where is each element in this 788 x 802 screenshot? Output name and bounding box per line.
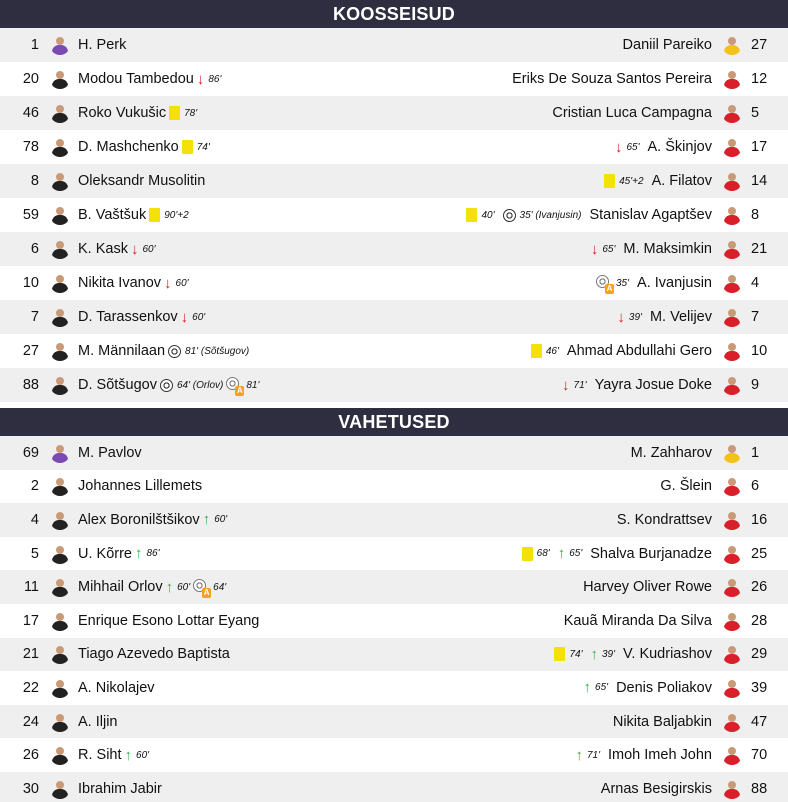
player-avatar bbox=[50, 745, 70, 765]
away-player-name[interactable]: Harvey Oliver Rowe bbox=[583, 579, 712, 596]
substitution-on-icon: ↑ bbox=[575, 746, 583, 764]
assist-icon: A bbox=[596, 275, 612, 291]
away-player-name[interactable]: Stanislav Agaptšev bbox=[589, 207, 712, 223]
player-row bbox=[0, 334, 788, 368]
yellow-card-icon bbox=[149, 208, 160, 222]
home-shirt-number: 5 bbox=[30, 545, 39, 562]
home-player-name[interactable]: D. Tarassenkov bbox=[78, 309, 178, 325]
player-avatar bbox=[50, 678, 70, 698]
substitution-off-icon: ↓ bbox=[590, 240, 599, 258]
home-player-name[interactable]: A. Iljin bbox=[78, 713, 118, 730]
away-player[interactable] bbox=[394, 544, 788, 564]
event-time: 35' bbox=[615, 277, 630, 289]
away-player[interactable] bbox=[394, 712, 788, 732]
substitution-on-icon: ↑ bbox=[165, 578, 174, 596]
home-player[interactable] bbox=[0, 273, 394, 293]
substitution-off-icon: ↓ bbox=[614, 138, 623, 156]
substitution-off-icon: ↓ bbox=[164, 274, 172, 292]
away-shirt-number: 70 bbox=[751, 747, 768, 764]
home-shirt-number: 88 bbox=[22, 377, 39, 393]
player-avatar bbox=[722, 171, 742, 191]
home-shirt-number: 24 bbox=[22, 713, 39, 730]
player-avatar bbox=[722, 443, 742, 463]
away-shirt-number: 39 bbox=[751, 679, 768, 696]
event-time: 86' bbox=[208, 73, 222, 85]
player-avatar bbox=[722, 611, 742, 631]
away-player[interactable] bbox=[394, 307, 788, 327]
player-avatar bbox=[722, 678, 742, 698]
away-player[interactable] bbox=[394, 779, 788, 799]
player-avatar bbox=[722, 307, 742, 327]
home-shirt-number: 20 bbox=[22, 71, 39, 87]
player-avatar bbox=[722, 273, 742, 293]
away-player[interactable] bbox=[394, 644, 788, 664]
event-assist bbox=[226, 377, 259, 393]
home-player-name[interactable]: H. Perk bbox=[78, 37, 127, 53]
event-time: 65' bbox=[626, 141, 640, 153]
player-row bbox=[0, 62, 788, 96]
home-player-name[interactable]: Nikita Ivanov bbox=[78, 275, 162, 291]
away-player-name[interactable]: Daniil Pareiko bbox=[622, 37, 712, 53]
player-avatar bbox=[722, 239, 742, 259]
home-player-name[interactable]: B. Vaštšuk bbox=[78, 207, 147, 223]
player-row bbox=[0, 198, 788, 232]
player-avatar bbox=[50, 273, 70, 293]
home-player[interactable] bbox=[0, 307, 394, 327]
player-avatar bbox=[722, 510, 742, 530]
event-card bbox=[182, 140, 210, 154]
player-avatar bbox=[50, 69, 70, 89]
player-avatar bbox=[50, 577, 70, 597]
home-player[interactable] bbox=[0, 171, 394, 191]
subs-header bbox=[0, 408, 788, 436]
home-shirt-number: 8 bbox=[30, 173, 39, 189]
home-shirt-number: 6 bbox=[30, 241, 39, 257]
home-player[interactable] bbox=[0, 443, 394, 463]
yellow-card-icon bbox=[522, 547, 533, 561]
away-player[interactable] bbox=[394, 611, 788, 631]
event-card bbox=[466, 208, 494, 222]
away-shirt-number: 27 bbox=[751, 37, 768, 53]
lineups-table bbox=[0, 28, 788, 402]
home-shirt-number: 7 bbox=[30, 309, 39, 325]
player-avatar bbox=[50, 375, 70, 395]
yellow-card-icon bbox=[554, 647, 565, 661]
event-time: 65' bbox=[569, 548, 583, 560]
away-player-name[interactable]: V. Kudriashov bbox=[623, 646, 712, 663]
away-player[interactable] bbox=[394, 171, 788, 191]
player-row bbox=[0, 368, 788, 402]
event-card bbox=[522, 547, 550, 561]
event-time: 60' bbox=[136, 749, 150, 761]
event-down bbox=[197, 72, 222, 87]
lineups-title: KOOSSEISUD bbox=[332, 3, 456, 24]
away-player[interactable] bbox=[394, 476, 788, 496]
home-player[interactable] bbox=[0, 678, 394, 698]
home-shirt-number: 78 bbox=[22, 139, 39, 155]
player-avatar bbox=[722, 779, 742, 799]
event-time: 64' bbox=[213, 581, 227, 593]
home-shirt-number: 1 bbox=[30, 37, 39, 53]
home-player[interactable] bbox=[0, 544, 394, 564]
event-time: 81' bbox=[246, 379, 260, 391]
event-time: 39' bbox=[628, 311, 642, 323]
away-player[interactable] bbox=[394, 137, 788, 157]
away-player-name[interactable]: S. Kondrattsev bbox=[616, 511, 712, 528]
substitution-on-icon: ↑ bbox=[202, 511, 211, 529]
away-shirt-number: 21 bbox=[751, 241, 768, 257]
player-row bbox=[0, 436, 788, 470]
event-time: 40' bbox=[481, 209, 495, 221]
away-player[interactable] bbox=[394, 745, 788, 765]
event-goal bbox=[160, 379, 223, 392]
away-player[interactable] bbox=[394, 375, 788, 395]
away-player-name[interactable]: Shalva Burjanadze bbox=[590, 545, 712, 562]
player-avatar bbox=[50, 35, 70, 55]
player-row bbox=[0, 28, 788, 62]
player-avatar bbox=[722, 205, 742, 225]
home-player[interactable] bbox=[0, 341, 394, 361]
away-player[interactable] bbox=[394, 205, 788, 225]
away-player[interactable] bbox=[394, 69, 788, 89]
yellow-card-icon bbox=[169, 106, 180, 120]
subs-section bbox=[0, 408, 788, 802]
away-player-name[interactable]: A. Ivanjusin bbox=[637, 275, 712, 291]
event-assist bbox=[596, 275, 629, 291]
event-goal bbox=[168, 345, 249, 358]
event-up bbox=[203, 512, 228, 527]
player-avatar bbox=[50, 137, 70, 157]
event-time: 68' bbox=[536, 548, 550, 560]
player-avatar bbox=[722, 745, 742, 765]
event-time: 78' bbox=[184, 107, 198, 119]
away-player[interactable] bbox=[394, 678, 788, 698]
event-time: 71' bbox=[586, 749, 601, 761]
player-avatar bbox=[722, 476, 742, 496]
home-player[interactable] bbox=[0, 577, 394, 597]
player-avatar bbox=[50, 443, 70, 463]
home-player[interactable] bbox=[0, 69, 394, 89]
event-time: 60' bbox=[142, 243, 156, 255]
player-row bbox=[0, 130, 788, 164]
lineups-header bbox=[0, 0, 788, 28]
player-avatar bbox=[722, 712, 742, 732]
away-shirt-number: 8 bbox=[751, 207, 760, 223]
home-player[interactable] bbox=[0, 476, 394, 496]
player-avatar bbox=[50, 544, 70, 564]
event-up bbox=[125, 748, 150, 763]
home-player-name[interactable]: Ibrahim Jabir bbox=[78, 780, 162, 797]
player-row bbox=[0, 705, 788, 739]
player-avatar bbox=[50, 476, 70, 496]
away-player-name[interactable]: A. Filatov bbox=[651, 173, 712, 189]
player-avatar bbox=[722, 644, 742, 664]
home-player-name[interactable]: Alex Boronilštšikov bbox=[78, 511, 200, 528]
player-avatar bbox=[50, 205, 70, 225]
assist-icon: A bbox=[193, 579, 209, 595]
home-shirt-number: 27 bbox=[22, 343, 39, 359]
event-time: 81' (Sõtšugov) bbox=[185, 345, 250, 357]
player-avatar bbox=[722, 103, 742, 123]
away-shirt-number: 7 bbox=[751, 309, 760, 325]
home-shirt-number: 11 bbox=[23, 579, 39, 596]
event-card bbox=[604, 174, 643, 188]
away-player-name[interactable]: M. Velijev bbox=[649, 309, 712, 325]
home-player-name[interactable]: Tiago Azevedo Baptista bbox=[78, 646, 230, 663]
home-shirt-number: 22 bbox=[22, 679, 39, 696]
player-row bbox=[0, 232, 788, 266]
home-player-name[interactable]: A. Nikolajev bbox=[78, 679, 155, 696]
home-player[interactable] bbox=[0, 644, 394, 664]
event-up bbox=[584, 680, 609, 695]
home-player-name[interactable]: D. Sõtšugov bbox=[78, 377, 157, 393]
player-row bbox=[0, 266, 788, 300]
home-player[interactable] bbox=[0, 35, 394, 55]
home-shirt-number: 69 bbox=[22, 444, 39, 461]
event-up bbox=[135, 546, 160, 561]
home-shirt-number: 30 bbox=[22, 780, 39, 797]
away-player[interactable] bbox=[394, 273, 788, 293]
player-avatar bbox=[50, 779, 70, 799]
player-row bbox=[0, 96, 788, 130]
home-shirt-number: 2 bbox=[30, 478, 39, 495]
player-avatar bbox=[722, 341, 742, 361]
home-shirt-number: 59 bbox=[22, 207, 39, 223]
away-shirt-number: 4 bbox=[751, 275, 760, 291]
away-player[interactable] bbox=[394, 35, 788, 55]
home-player[interactable] bbox=[0, 611, 394, 631]
event-up bbox=[575, 748, 600, 763]
home-player-name[interactable]: U. Kõrre bbox=[78, 545, 132, 562]
event-time: 74' bbox=[196, 141, 210, 153]
yellow-card-icon bbox=[604, 174, 615, 188]
substitution-on-icon: ↑ bbox=[135, 545, 143, 563]
substitution-on-icon: ↑ bbox=[590, 645, 598, 663]
event-time: 65' bbox=[595, 682, 609, 694]
home-player[interactable] bbox=[0, 239, 394, 259]
player-avatar bbox=[50, 239, 70, 259]
player-avatar bbox=[50, 307, 70, 327]
event-time: 74' bbox=[569, 648, 583, 660]
player-avatar bbox=[722, 35, 742, 55]
player-row bbox=[0, 604, 788, 638]
home-shirt-number: 26 bbox=[22, 747, 39, 764]
substitution-off-icon: ↓ bbox=[196, 70, 205, 88]
player-avatar bbox=[722, 577, 742, 597]
yellow-card-icon bbox=[531, 344, 542, 358]
home-shirt-number: 17 bbox=[22, 612, 39, 629]
event-down bbox=[181, 310, 206, 325]
away-player-name[interactable]: G. Šlein bbox=[660, 478, 712, 495]
event-time: 71' bbox=[573, 379, 587, 391]
event-up bbox=[591, 647, 616, 662]
event-time: 86' bbox=[146, 548, 160, 560]
player-row bbox=[0, 503, 788, 537]
away-shirt-number: 5 bbox=[751, 105, 760, 121]
away-shirt-number: 25 bbox=[751, 545, 768, 562]
player-avatar bbox=[50, 611, 70, 631]
away-shirt-number: 9 bbox=[751, 377, 760, 393]
player-avatar bbox=[50, 341, 70, 361]
away-player-name[interactable]: M. Maksimkin bbox=[623, 241, 712, 257]
player-avatar bbox=[50, 644, 70, 664]
away-player[interactable] bbox=[394, 341, 788, 361]
away-player-name[interactable]: Kauã Miranda Da Silva bbox=[563, 612, 712, 629]
event-card bbox=[169, 106, 197, 120]
home-player-name[interactable]: D. Mashchenko bbox=[78, 139, 179, 155]
event-time: 39' bbox=[602, 648, 616, 660]
home-player-name[interactable]: Mihhail Orlov bbox=[78, 579, 163, 596]
player-row bbox=[0, 300, 788, 334]
away-shirt-number: 6 bbox=[751, 478, 760, 495]
away-player-name[interactable]: M. Zahharov bbox=[630, 444, 712, 461]
substitution-off-icon: ↓ bbox=[562, 376, 570, 394]
subs-title: VAHETUSED bbox=[338, 411, 450, 432]
away-shirt-number: 47 bbox=[751, 713, 768, 730]
player-avatar bbox=[722, 544, 742, 564]
player-avatar bbox=[50, 510, 70, 530]
event-up bbox=[558, 546, 583, 561]
home-player[interactable] bbox=[0, 375, 394, 395]
home-shirt-number: 21 bbox=[22, 646, 39, 663]
home-player[interactable] bbox=[0, 510, 394, 530]
away-player-name[interactable]: Cristian Luca Campagna bbox=[552, 105, 712, 121]
away-shirt-number: 14 bbox=[751, 173, 768, 189]
away-player-name[interactable]: Denis Poliakov bbox=[616, 679, 712, 696]
away-shirt-number: 88 bbox=[751, 780, 768, 797]
substitution-on-icon: ↑ bbox=[124, 746, 133, 764]
event-card bbox=[149, 208, 188, 222]
away-shirt-number: 17 bbox=[751, 139, 768, 155]
home-player-name[interactable]: Modou Tambedou bbox=[78, 71, 194, 87]
player-avatar bbox=[50, 171, 70, 191]
home-player-name[interactable]: Enrique Esono Lottar Eyang bbox=[78, 612, 260, 629]
player-row bbox=[0, 738, 788, 772]
home-player[interactable] bbox=[0, 745, 394, 765]
away-player[interactable] bbox=[394, 443, 788, 463]
away-shirt-number: 16 bbox=[751, 511, 768, 528]
player-avatar bbox=[722, 69, 742, 89]
event-assist bbox=[193, 579, 227, 598]
substitution-off-icon: ↓ bbox=[180, 308, 189, 326]
away-player-name[interactable]: Eriks De Souza Santos Pereira bbox=[512, 71, 712, 87]
away-player-name[interactable]: Imoh Imeh John bbox=[608, 747, 712, 764]
away-shirt-number: 12 bbox=[751, 71, 768, 87]
player-row bbox=[0, 671, 788, 705]
event-down bbox=[591, 242, 616, 257]
substitution-off-icon: ↓ bbox=[617, 308, 625, 326]
player-row bbox=[0, 638, 788, 672]
player-row bbox=[0, 470, 788, 504]
away-player[interactable] bbox=[394, 239, 788, 259]
event-time: 60' bbox=[177, 581, 191, 593]
goal-icon bbox=[503, 209, 516, 222]
subs-table bbox=[0, 436, 788, 802]
home-player-name[interactable]: K. Kask bbox=[78, 241, 128, 257]
home-player-name[interactable]: Johannes Lillemets bbox=[78, 478, 203, 495]
yellow-card-icon bbox=[182, 140, 193, 154]
event-card bbox=[531, 344, 559, 358]
event-time: 65' bbox=[602, 243, 616, 255]
home-shirt-number: 4 bbox=[30, 511, 39, 528]
event-time: 60' bbox=[175, 277, 189, 289]
event-time: 45'+2 bbox=[619, 175, 644, 187]
away-shirt-number: 28 bbox=[751, 612, 768, 629]
event-down bbox=[562, 378, 587, 393]
substitution-on-icon: ↑ bbox=[583, 679, 592, 697]
event-up bbox=[166, 580, 191, 595]
home-player[interactable] bbox=[0, 103, 394, 123]
player-avatar bbox=[722, 137, 742, 157]
home-player-name[interactable]: Roko Vukušic bbox=[78, 105, 167, 121]
event-card bbox=[554, 647, 582, 661]
player-row bbox=[0, 570, 788, 604]
away-shirt-number: 1 bbox=[751, 444, 760, 461]
player-avatar bbox=[722, 375, 742, 395]
away-player-name[interactable]: Ahmad Abdullahi Gero bbox=[566, 343, 712, 359]
substitution-on-icon: ↑ bbox=[557, 545, 566, 563]
away-player-name[interactable]: A. Škinjov bbox=[647, 139, 712, 155]
away-player[interactable] bbox=[394, 577, 788, 597]
home-player[interactable] bbox=[0, 779, 394, 799]
event-time: 60' bbox=[192, 311, 206, 323]
home-player-name[interactable]: M. Pavlov bbox=[78, 444, 142, 461]
away-shirt-number: 29 bbox=[751, 646, 768, 663]
away-shirt-number: 26 bbox=[751, 579, 768, 596]
home-player[interactable] bbox=[0, 205, 394, 225]
yellow-card-icon bbox=[466, 208, 477, 222]
home-player-name[interactable]: Oleksandr Musolitin bbox=[78, 173, 206, 189]
event-time: 60' bbox=[214, 514, 228, 526]
event-time: 90'+2 bbox=[164, 209, 189, 221]
goal-icon bbox=[160, 379, 173, 392]
event-down bbox=[164, 276, 189, 291]
away-shirt-number: 10 bbox=[751, 343, 768, 359]
player-avatar bbox=[50, 103, 70, 123]
away-player-name[interactable]: Nikita Baljabkin bbox=[612, 713, 712, 730]
player-row bbox=[0, 772, 788, 802]
away-player[interactable] bbox=[394, 510, 788, 530]
player-avatar bbox=[50, 712, 70, 732]
event-down bbox=[131, 242, 156, 257]
away-player-name[interactable]: Arnas Besigirskis bbox=[600, 780, 712, 797]
event-time: 64' (Orlov) bbox=[177, 379, 224, 391]
event-down bbox=[617, 310, 642, 325]
event-goal bbox=[503, 209, 582, 222]
home-shirt-number: 10 bbox=[22, 275, 39, 291]
home-player-name[interactable]: M. Männilaan bbox=[78, 343, 166, 359]
home-shirt-number: 46 bbox=[22, 105, 39, 121]
away-player-name[interactable]: Yayra Josue Doke bbox=[594, 377, 712, 393]
assist-icon: A bbox=[226, 377, 242, 393]
player-row bbox=[0, 164, 788, 198]
away-player[interactable] bbox=[394, 103, 788, 123]
substitution-off-icon: ↓ bbox=[130, 240, 139, 258]
home-player[interactable] bbox=[0, 137, 394, 157]
home-player[interactable] bbox=[0, 712, 394, 732]
event-down bbox=[615, 140, 640, 155]
goal-icon bbox=[168, 345, 181, 358]
player-row bbox=[0, 537, 788, 571]
event-time: 35' (Ivanjusin) bbox=[519, 209, 582, 221]
event-time: 46' bbox=[545, 345, 559, 357]
home-player-name[interactable]: R. Siht bbox=[78, 747, 122, 764]
